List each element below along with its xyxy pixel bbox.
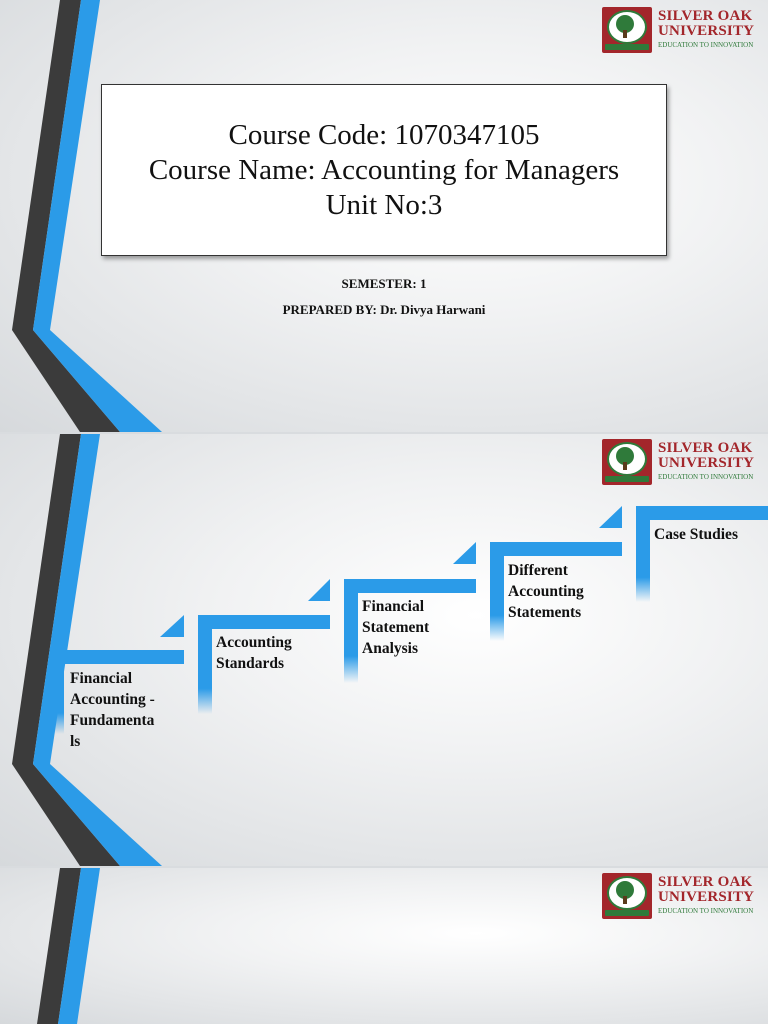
- logo-tagline: EDUCATION TO INNOVATION: [658, 473, 754, 481]
- university-seal: [602, 873, 652, 919]
- step-4-label: Different Accounting Statements: [508, 562, 584, 621]
- university-logo: [602, 7, 755, 53]
- step-5-label: Case Studies: [654, 526, 738, 543]
- university-logo: [602, 873, 755, 919]
- prepared-value: Dr. Divya Harwani: [380, 302, 486, 317]
- logo-name-line1: SILVER OAK: [658, 440, 753, 456]
- step-2-label: Accounting Standards: [216, 634, 292, 672]
- slide-partial: [0, 868, 768, 1024]
- semester-value: 1: [419, 276, 427, 291]
- logo-tagline: EDUCATION TO INNOVATION: [658, 907, 754, 915]
- prepared-by-line: [0, 302, 768, 318]
- step-5-shape: [599, 506, 768, 602]
- course-name: Course Name: Accounting for Managers: [148, 153, 620, 186]
- course-code: Course Code: 1070347105: [228, 118, 540, 151]
- step-1-label: Financial Accounting - Fundamenta ls: [70, 670, 155, 750]
- prepared-label: PREPARED BY:: [282, 302, 377, 317]
- slide-topics: [0, 434, 768, 866]
- university-logo: [602, 439, 755, 485]
- logo-tagline: EDUCATION TO INNOVATION: [658, 41, 754, 49]
- semester-label: SEMESTER:: [341, 276, 417, 291]
- university-seal: [602, 7, 652, 53]
- unit-number: Unit No:3: [325, 188, 443, 221]
- logo-name-line1: SILVER OAK: [658, 8, 753, 24]
- logo-name-line2: UNIVERSITY: [658, 23, 755, 39]
- university-seal: [602, 439, 652, 485]
- slide-title: [0, 0, 768, 432]
- logo-name-line2: UNIVERSITY: [658, 889, 755, 905]
- step-3-label: Financial Statement Analysis: [362, 598, 430, 657]
- semester-line: [0, 276, 768, 292]
- logo-name-line2: UNIVERSITY: [658, 455, 755, 471]
- logo-name-line1: SILVER OAK: [658, 874, 753, 890]
- title-box: [101, 84, 667, 256]
